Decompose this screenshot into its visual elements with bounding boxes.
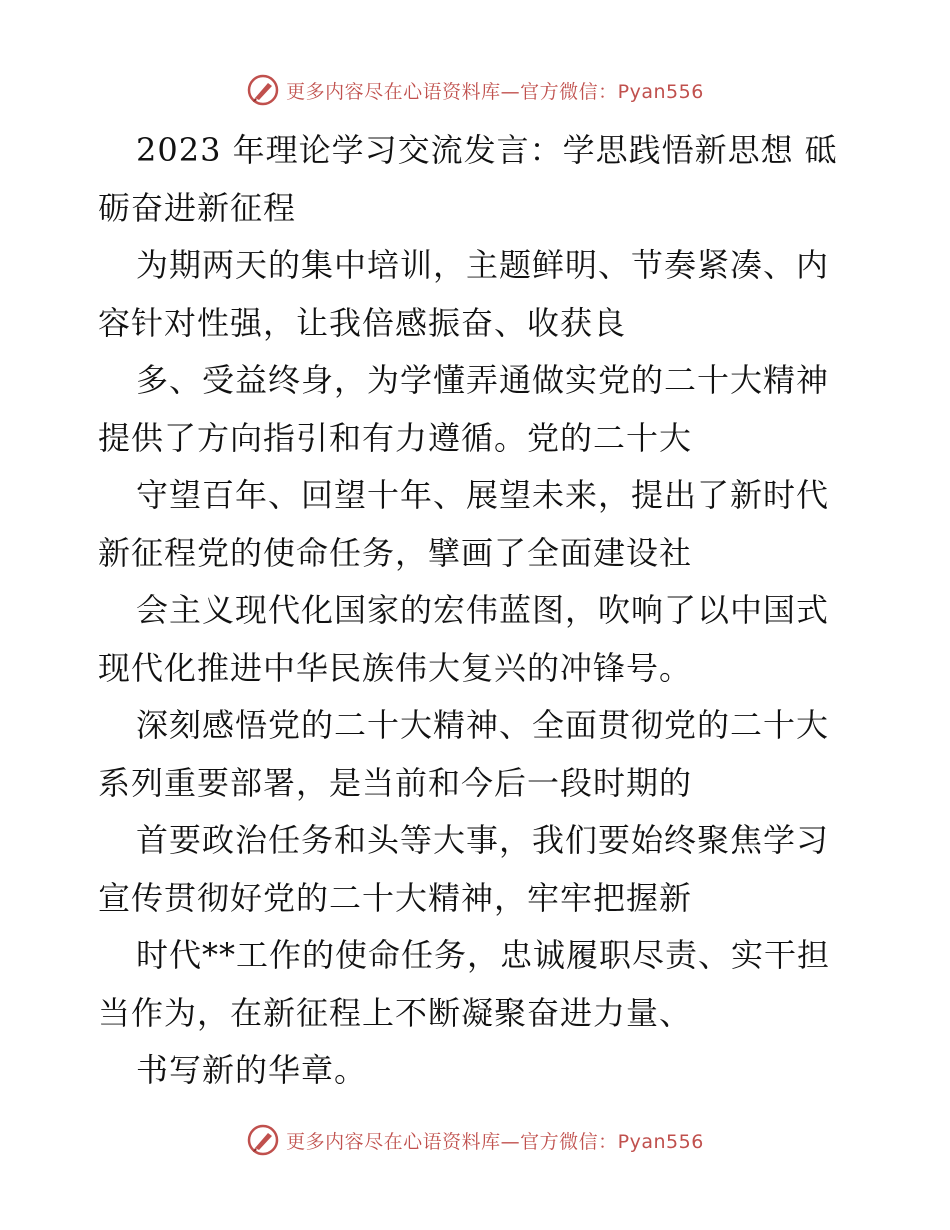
document-body [98, 122, 858, 1100]
text-line: 提供了方向指引和有力遵循。党的二十大 [98, 418, 693, 457]
pen-logo-icon [246, 1123, 280, 1157]
footer-banner [0, 1120, 950, 1160]
text-line: 新征程党的使命任务，擘画了全面建设社 [98, 533, 693, 572]
text-line: 为期两天的集中培训，主题鲜明、节奏紧凑、内 [136, 246, 830, 284]
text-line: 2023 年理论学习交流发言：学思践悟新思想 砥 [136, 131, 838, 169]
header-banner [0, 70, 950, 110]
pen-logo-icon [246, 73, 280, 107]
paragraph [98, 697, 858, 812]
banner-text: 更多内容尽在心语资料库—官方微信：Pyan556 [286, 1130, 704, 1153]
text-line: 会主义现代化国家的宏伟蓝图，吹响了以中国式 [136, 591, 830, 629]
paragraph [98, 812, 858, 927]
paragraph [98, 237, 858, 352]
text-line: 现代化推进中华民族伟大复兴的冲锋号。 [98, 648, 693, 687]
text-line: 多、受益终身，为学懂弄通做实党的二十大精神 [136, 361, 830, 399]
text-line: 容针对性强，让我倍感振奋、收获良 [98, 303, 627, 342]
paragraph [98, 352, 858, 467]
paragraph [98, 1042, 858, 1100]
paragraph [98, 467, 858, 582]
text-line: 守望百年、回望十年、展望未来，提出了新时代 [136, 476, 830, 514]
text-line: 书写新的华章。 [136, 1051, 368, 1089]
text-line: 系列重要部署，是当前和今后一段时期的 [98, 763, 693, 802]
text-line: 首要政治任务和头等大事，我们要始终聚焦学习 [136, 821, 830, 859]
text-line: 时代**工作的使命任务，忠诚履职尽责、实干担 [136, 936, 831, 974]
text-line: 宣传贯彻好党的二十大精神，牢牢把握新 [98, 878, 693, 917]
paragraph [98, 582, 858, 697]
text-line: 砺奋进新征程 [98, 188, 297, 227]
banner-text: 更多内容尽在心语资料库—官方微信：Pyan556 [286, 80, 704, 103]
document-title [98, 122, 858, 237]
text-line: 当作为，在新征程上不断凝聚奋进力量、 [98, 993, 693, 1032]
paragraph [98, 927, 858, 1042]
text-line: 深刻感悟党的二十大精神、全面贯彻党的二十大 [136, 706, 830, 744]
